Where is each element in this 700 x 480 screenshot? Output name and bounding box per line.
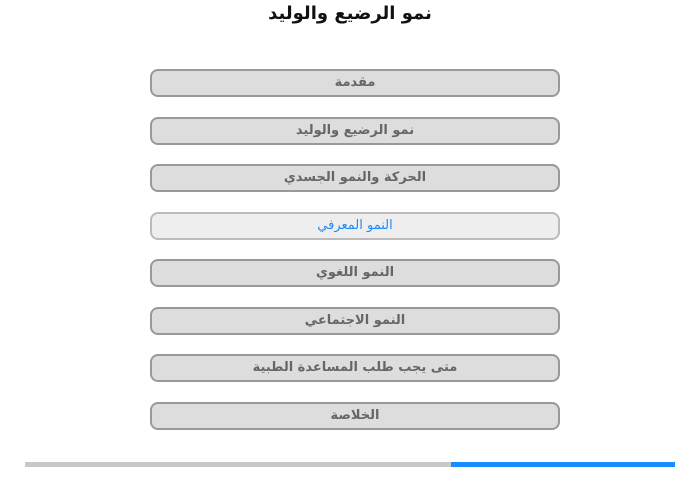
- progress-bar: [25, 462, 675, 467]
- page-title: نمو الرضيع والوليد: [268, 3, 432, 24]
- menu-item-social-development[interactable]: النمو الاجتماعي: [150, 307, 560, 335]
- section-menu: [150, 69, 560, 449]
- menu-item-infant-newborn-growth[interactable]: نمو الرضيع والوليد: [150, 117, 560, 145]
- menu-item-conclusion[interactable]: الخلاصة: [150, 402, 560, 430]
- menu-item-when-to-seek-medical-help[interactable]: متى يجب طلب المساعدة الطبية: [150, 354, 560, 382]
- menu-item-language-development[interactable]: النمو اللغوي: [150, 259, 560, 287]
- progress-bar-fill: [451, 462, 675, 467]
- menu-item-cognitive-development[interactable]: النمو المعرفي: [150, 212, 560, 240]
- menu-item-introduction[interactable]: مقدمة: [150, 69, 560, 97]
- menu-item-motor-physical-growth[interactable]: الحركة والنمو الجسدي: [150, 164, 560, 192]
